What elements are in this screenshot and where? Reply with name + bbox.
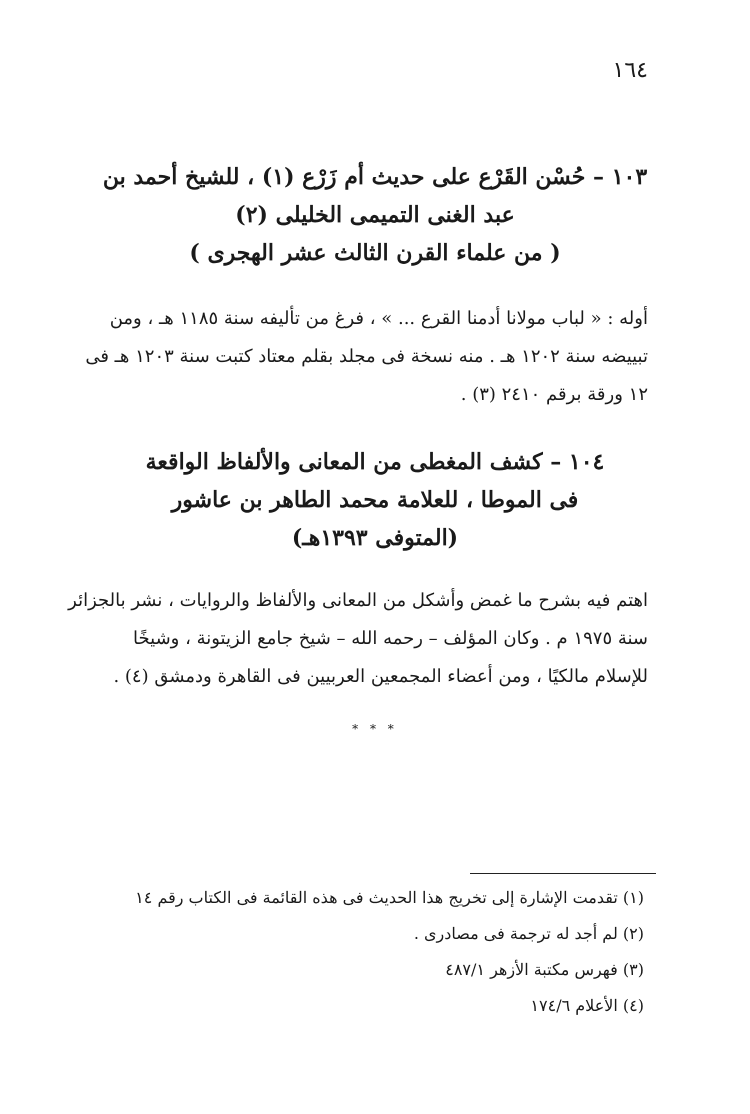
footnote-2: (٢) لم أجد له ترجمة فى مصادرى .	[413, 924, 644, 943]
footnotes	[90, 880, 644, 1024]
entry-104-title-line-1: ١٠٤ – كشف المغطى من المعانى والألفاظ الواقعة	[145, 449, 605, 475]
entry-103-body	[85, 300, 648, 414]
page-number: ١٦٤	[612, 58, 648, 83]
footnote-4: (٤) الأعلام ١٧٤/٦	[530, 996, 644, 1015]
entry-104-title-line-2: فى الموطا ، للعلامة محمد الطاهر بن عاشور	[171, 487, 579, 513]
footnote-divider	[470, 873, 656, 874]
entry-103-body-line-3: ١٢ ورقة برقم ٢٤١٠ (٣) .	[460, 384, 648, 405]
section-separator: * * *	[352, 722, 398, 736]
entry-104-body-line-2: سنة ١٩٧٥ م . وكان المؤلف – رحمه الله – شيخ جامع الزيتونة ، وشيخًا	[133, 628, 648, 649]
entry-104-body-line-1: اهتم فيه بشرح ما غمض وأشكل من المعانى والألفاظ والروايات ، نشر بالجزائر	[68, 590, 648, 611]
entry-103-body-line-1: أوله : « لباب مولانا أدمنا القرع ... » ، فرغ من تأليفه سنة ١١٨٥ هـ ، ومن	[109, 308, 648, 329]
entry-104-heading	[80, 443, 670, 557]
entry-103-heading	[80, 158, 670, 272]
entry-103-era-line: ( من علماء القرن الثالث عشر الهجرى )	[189, 240, 561, 266]
entry-104-body-line-3: للإسلام مالكيًا ، ومن أعضاء المجمعين العربيين فى القاهرة ودمشق (٤) .	[113, 666, 648, 687]
entry-104-death-line: (المتوفى ١٣٩٣هـ)	[291, 525, 459, 551]
entry-103-title-line-1: ١٠٣ – حُسْن القَرْع على حديث أم زَرْع (١) ، للشيخ أحمد بن	[102, 164, 648, 190]
entry-104-body	[68, 582, 648, 696]
footnote-3: (٣) فهرس مكتبة الأزهر ٤٨٧/١	[445, 960, 644, 979]
entry-103-body-line-2: تبييضه سنة ١٢٠٢ هـ . منه نسخة فى مجلد بقلم معتاد كتبت سنة ١٢٠٣ هـ فى	[85, 346, 648, 367]
entry-103-title-line-2: عبد الغنى التميمى الخليلى (٢)	[235, 202, 515, 228]
footnote-1: (١) تقدمت الإشارة إلى تخريج هذا الحديث فى هذه القائمة فى الكتاب رقم ١٤	[135, 888, 644, 907]
